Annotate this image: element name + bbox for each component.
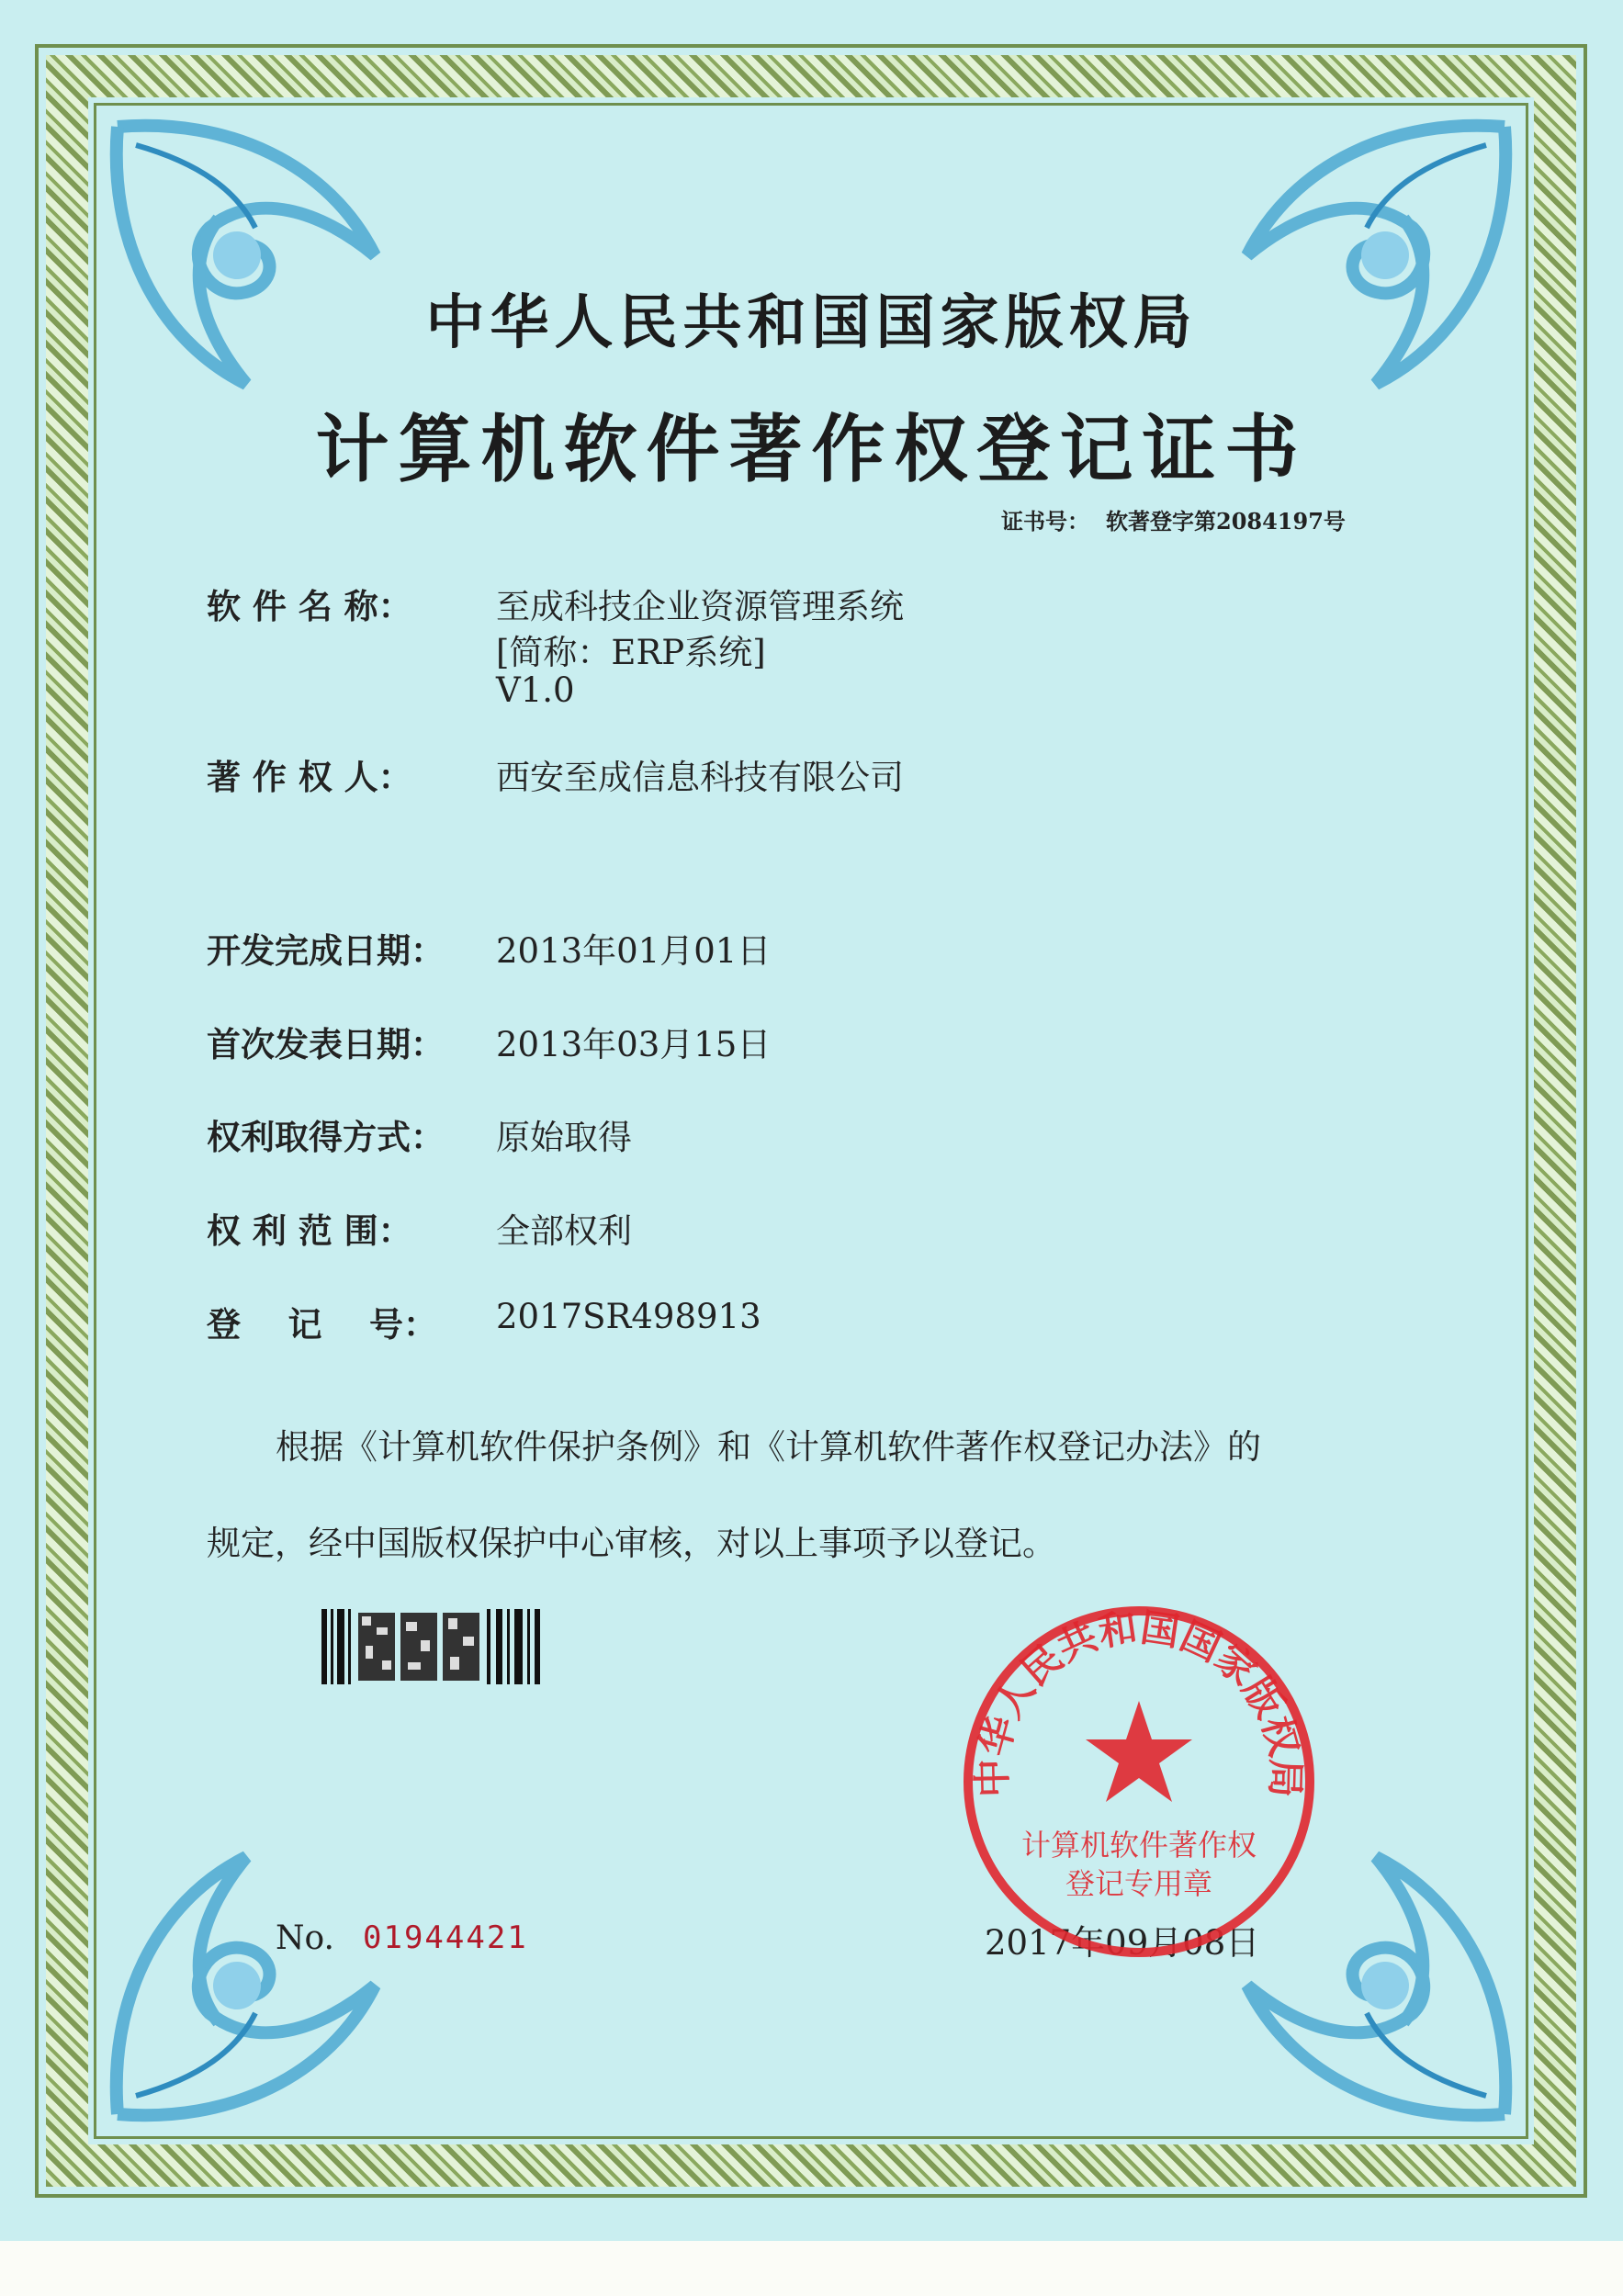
corner-ornament-bottom-left (99, 1829, 402, 2133)
rights-scope-label: 权 利 范 围： (207, 1210, 412, 1251)
statement-line-2: 规定，经中国版权保护中心审核，对以上事项予以登记。 (207, 1524, 1056, 1563)
owner-label: 著 作 权 人： (207, 757, 412, 797)
corner-ornament-top-left (99, 108, 402, 411)
registration-number-value: 2017SR498913 (496, 1297, 761, 1336)
issue-date: 2017年09月08日 (985, 1923, 1260, 1963)
software-short-name: [简称：ERP系统] (496, 633, 766, 672)
seal-star-icon (1086, 1701, 1192, 1802)
official-seal (955, 1598, 1323, 1965)
registration-number-label: 登 记 号： (207, 1304, 438, 1345)
issuing-authority: 中华人民共和国国家版权局 (425, 288, 1198, 357)
dev-date-value: 2013年01月01日 (496, 931, 772, 971)
rights-scope-value: 全部权利 (496, 1211, 632, 1251)
certificate-number (1001, 503, 1346, 535)
serial-number-value: 01944421 (363, 1919, 528, 1956)
serial-number-label: No. (276, 1919, 334, 1957)
seal-inner-line-1: 计算机软件著作权 (1020, 1828, 1257, 1863)
software-name-label: 软 件 名 称： (207, 586, 412, 626)
seal-inner-line-2: 登记专用章 (1065, 1866, 1213, 1901)
statement-line-1: 根据《计算机软件保护条例》和《计算机软件著作权登记办法》的 (276, 1427, 1261, 1467)
dev-date-label: 开发完成日期： (207, 930, 445, 971)
acquire-method-value: 原始取得 (496, 1118, 632, 1157)
pub-date-label: 首次发表日期： (207, 1024, 445, 1064)
barcode-image (321, 1609, 547, 1684)
corner-ornament-top-right (1220, 108, 1523, 411)
certificate-number-value: 软著登字第2084197号 (1106, 508, 1346, 535)
software-name-value: 至成科技企业资源管理系统 (496, 587, 904, 626)
pub-date-value: 2013年03月15日 (496, 1025, 772, 1064)
software-version: V1.0 (496, 670, 575, 710)
seal-outer-text: 中华人民共和国国家版权局 (969, 1604, 1309, 1798)
owner-value: 西安至成信息科技有限公司 (496, 758, 904, 797)
certificate-number-label: 证书号： (1001, 508, 1089, 535)
certificate-title: 计算机软件著作权登记证书 (315, 406, 1308, 492)
acquire-method-label: 权利取得方式： (207, 1117, 445, 1157)
